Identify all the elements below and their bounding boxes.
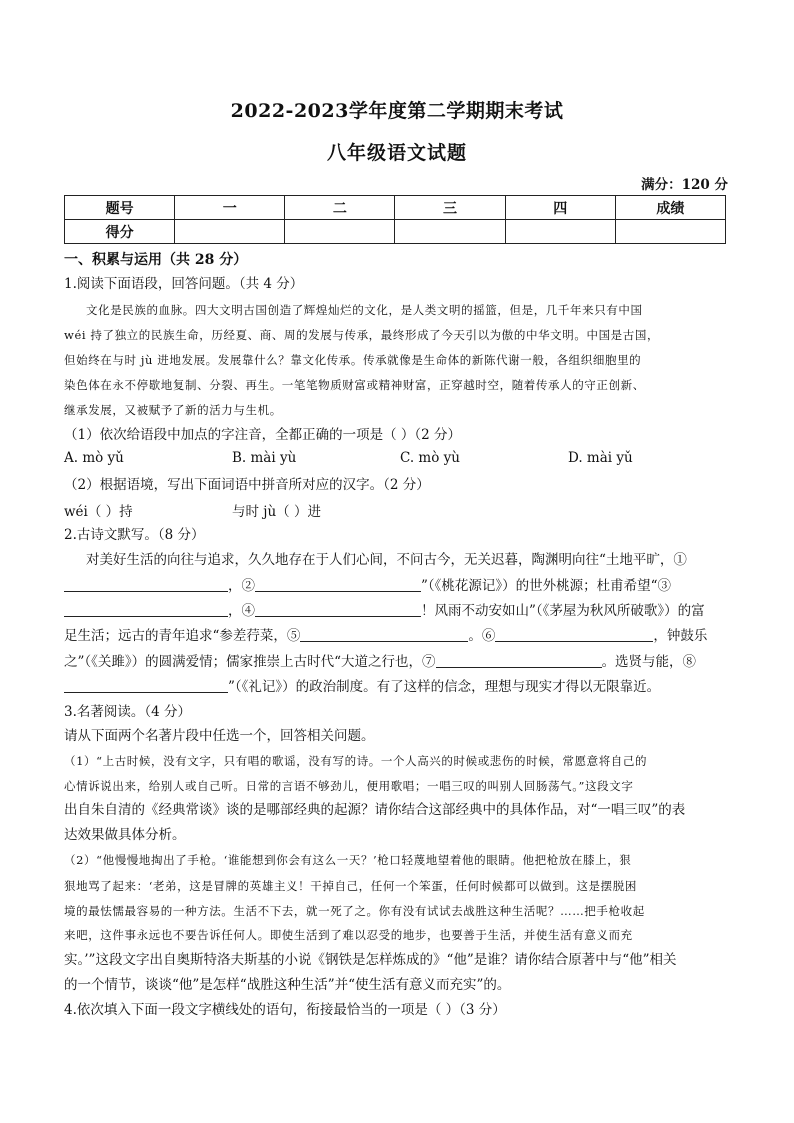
q2-line — [64, 576, 730, 596]
option-b[interactable]: B. mài yù — [232, 450, 297, 466]
question-1-sub1: （1）依次给语段中加点的字注音，全都正确的一项是（ ）（2 分） — [64, 427, 462, 443]
option-a[interactable]: A. mò yǔ — [64, 450, 124, 466]
score-table — [64, 195, 726, 244]
answer-blank[interactable] — [255, 576, 421, 592]
fill-blank-ju[interactable]: 与时 jù（ ）进 — [232, 504, 321, 520]
score-cell[interactable] — [505, 220, 615, 244]
q2-text: ，② — [228, 578, 255, 594]
excerpt-2-line: 境的最怯懦最容易的一种方法。生活不下去，就一死了之。你有没有试试去战胜这种生活呢？……把手枪收起 — [64, 904, 645, 918]
table-cell: 题号 — [65, 196, 175, 220]
excerpt-2-line: 狠地骂了起来：‘老弟，这是冒牌的英雄主义！干掉自己，任何一个笨蛋，任何时候都可以做到。这是摆脱困 — [64, 879, 637, 893]
q2-text: 。选贤与能，⑧ — [601, 654, 697, 670]
score-table-score-row — [65, 220, 726, 244]
passage-line: 但始终在与时 jù 进地发展。发展靠什么？靠文化传承。传承就像是生命体的新陈代谢一般，各组织细胞里的 — [64, 353, 642, 367]
excerpt-2-line: （2）“他慢慢地掏出了手枪。‘谁能想到你会有这么一天？’枪口轻蔑地望着他的眼睛。他把枪放在膝上，狠 — [64, 853, 632, 867]
question-3-instructions: 请从下面两个名著片段中任选一个，回答相关问题。 — [64, 728, 375, 744]
excerpt-2-line: 来吧，这件事永远也不要告诉任何人。即使生活到了难以忍受的地步，也要善于生活，并使生活有意义而充 — [64, 928, 633, 942]
question-1-sub2: （2）根据语境，写出下面词语中拼音所对应的汉字。（2 分） — [64, 477, 430, 493]
full-score: 满分：120 分 — [641, 177, 728, 193]
excerpt-1-line: 出自朱自清的《经典常谈》谈的是哪部经典的起源？请你结合这部经典中的具体作品，对“一唱三叹”的表 — [64, 802, 686, 818]
answer-blank[interactable] — [64, 601, 228, 617]
q2-text: ！风雨不动安如山”（《茅屋为秋风所破歌》）的富 — [421, 603, 705, 619]
option-d[interactable]: D. mài yǔ — [568, 450, 633, 466]
table-cell: 一 — [175, 196, 285, 220]
option-c[interactable]: C. mò yù — [400, 450, 460, 466]
score-cell[interactable] — [615, 220, 725, 244]
q2-line — [64, 652, 730, 672]
q2-text: ，④ — [228, 603, 255, 619]
excerpt-1-line: 达效果做具体分析。 — [64, 827, 186, 843]
passage-line: 文化是民族的血脉。四大文明古国创造了辉煌灿烂的文化，是人类文明的摇篮，但是，几千年来只有中国 — [86, 303, 643, 317]
section-heading: 一、积累与运用（共 28 分） — [64, 252, 248, 268]
q2-line — [64, 677, 730, 697]
excerpt-1-line: （1）“上古时候，没有文字，只有唱的歌谣，没有写的诗。一个人高兴的时候或悲伤的时候，常愿意将自己的 — [64, 754, 648, 768]
table-cell: 四 — [505, 196, 615, 220]
q2-text: 。⑥ — [468, 628, 496, 644]
excerpt-2-line: 的一个情节，谈谈“他”是怎样“战胜这种生活”并“使生活有意义而充实”的。 — [64, 977, 511, 993]
fill-blank-wei[interactable]: wéi（ ）持 — [64, 504, 133, 520]
score-cell[interactable] — [285, 220, 395, 244]
score-cell[interactable] — [175, 220, 285, 244]
passage-line: 染色体在永不停歇地复制、分裂、再生。一笔笔物质财富或精神财富，正穿越时空，随着传承人的守正创新、 — [64, 378, 645, 392]
excerpt-1-line: 心情诉说出来，给别人或自己听。日常的言语不够劲儿，便用歌唱；一唱三叹的叫别人回肠荡气。”这段文字 — [64, 779, 634, 793]
q2-line: 对美好生活的向往与追求，久久地存在于人们心间，不问古今，无关迟暮，陶渊明向往“土地平旷，① — [86, 552, 687, 568]
exam-title: 2022-2023学年度第二学期期末考试 — [230, 100, 564, 122]
excerpt-2-line: 实。’”这段文字出自奥斯特洛夫斯基的小说《钢铁是怎样炼成的》“他”是谁？请你结合原著中与“他”相关 — [64, 952, 677, 968]
passage-line: wéi 持了独立的民族生命，历经夏、商、周的发展与传承，最终形成了今天引以为傲的中华文明。中国是古国， — [64, 328, 660, 342]
q2-line — [64, 601, 730, 621]
exam-subtitle: 八年级语文试题 — [326, 142, 467, 164]
q2-text: ”（《礼记》）的政治制度。有了这样的信念，理想与现实才得以无限靠近。 — [228, 679, 661, 695]
answer-blank[interactable] — [436, 652, 602, 668]
question-1-prompt: 1.阅读下面语段，回答问题。（共 4 分） — [64, 276, 304, 292]
table-cell: 三 — [395, 196, 505, 220]
q2-text: 之”（《关雎》）的圆满爱情；儒家推崇上古时代“大道之行也，⑦ — [64, 654, 436, 670]
answer-blank[interactable] — [64, 576, 228, 592]
score-table-header-row — [65, 196, 726, 220]
table-cell: 成绩 — [615, 196, 725, 220]
q2-text: ，钟鼓乐 — [653, 628, 708, 644]
passage-line: 继承发展，又被赋予了新的活力与生机。 — [64, 403, 282, 417]
q2-text: 足生活；远古的青年追求“参差荇菜，⑤ — [64, 628, 301, 644]
question-4-prompt: 4.依次填入下面一段文字横线处的语句，衔接最恰当的一项是（ ）（3 分） — [64, 1002, 506, 1018]
q2-line — [64, 626, 730, 646]
q2-text: ”（《桃花源记》）的世外桃源；杜甫希望“③ — [421, 578, 672, 594]
answer-blank[interactable] — [255, 601, 421, 617]
table-cell: 二 — [285, 196, 395, 220]
answer-blank[interactable] — [300, 626, 468, 642]
score-cell[interactable] — [395, 220, 505, 244]
table-cell: 得分 — [65, 220, 175, 244]
question-2-prompt: 2.古诗文默写。（8 分） — [64, 527, 205, 543]
answer-blank[interactable] — [64, 677, 228, 693]
question-3-prompt: 3.名著阅读。（4 分） — [64, 704, 192, 720]
answer-blank[interactable] — [495, 626, 653, 642]
